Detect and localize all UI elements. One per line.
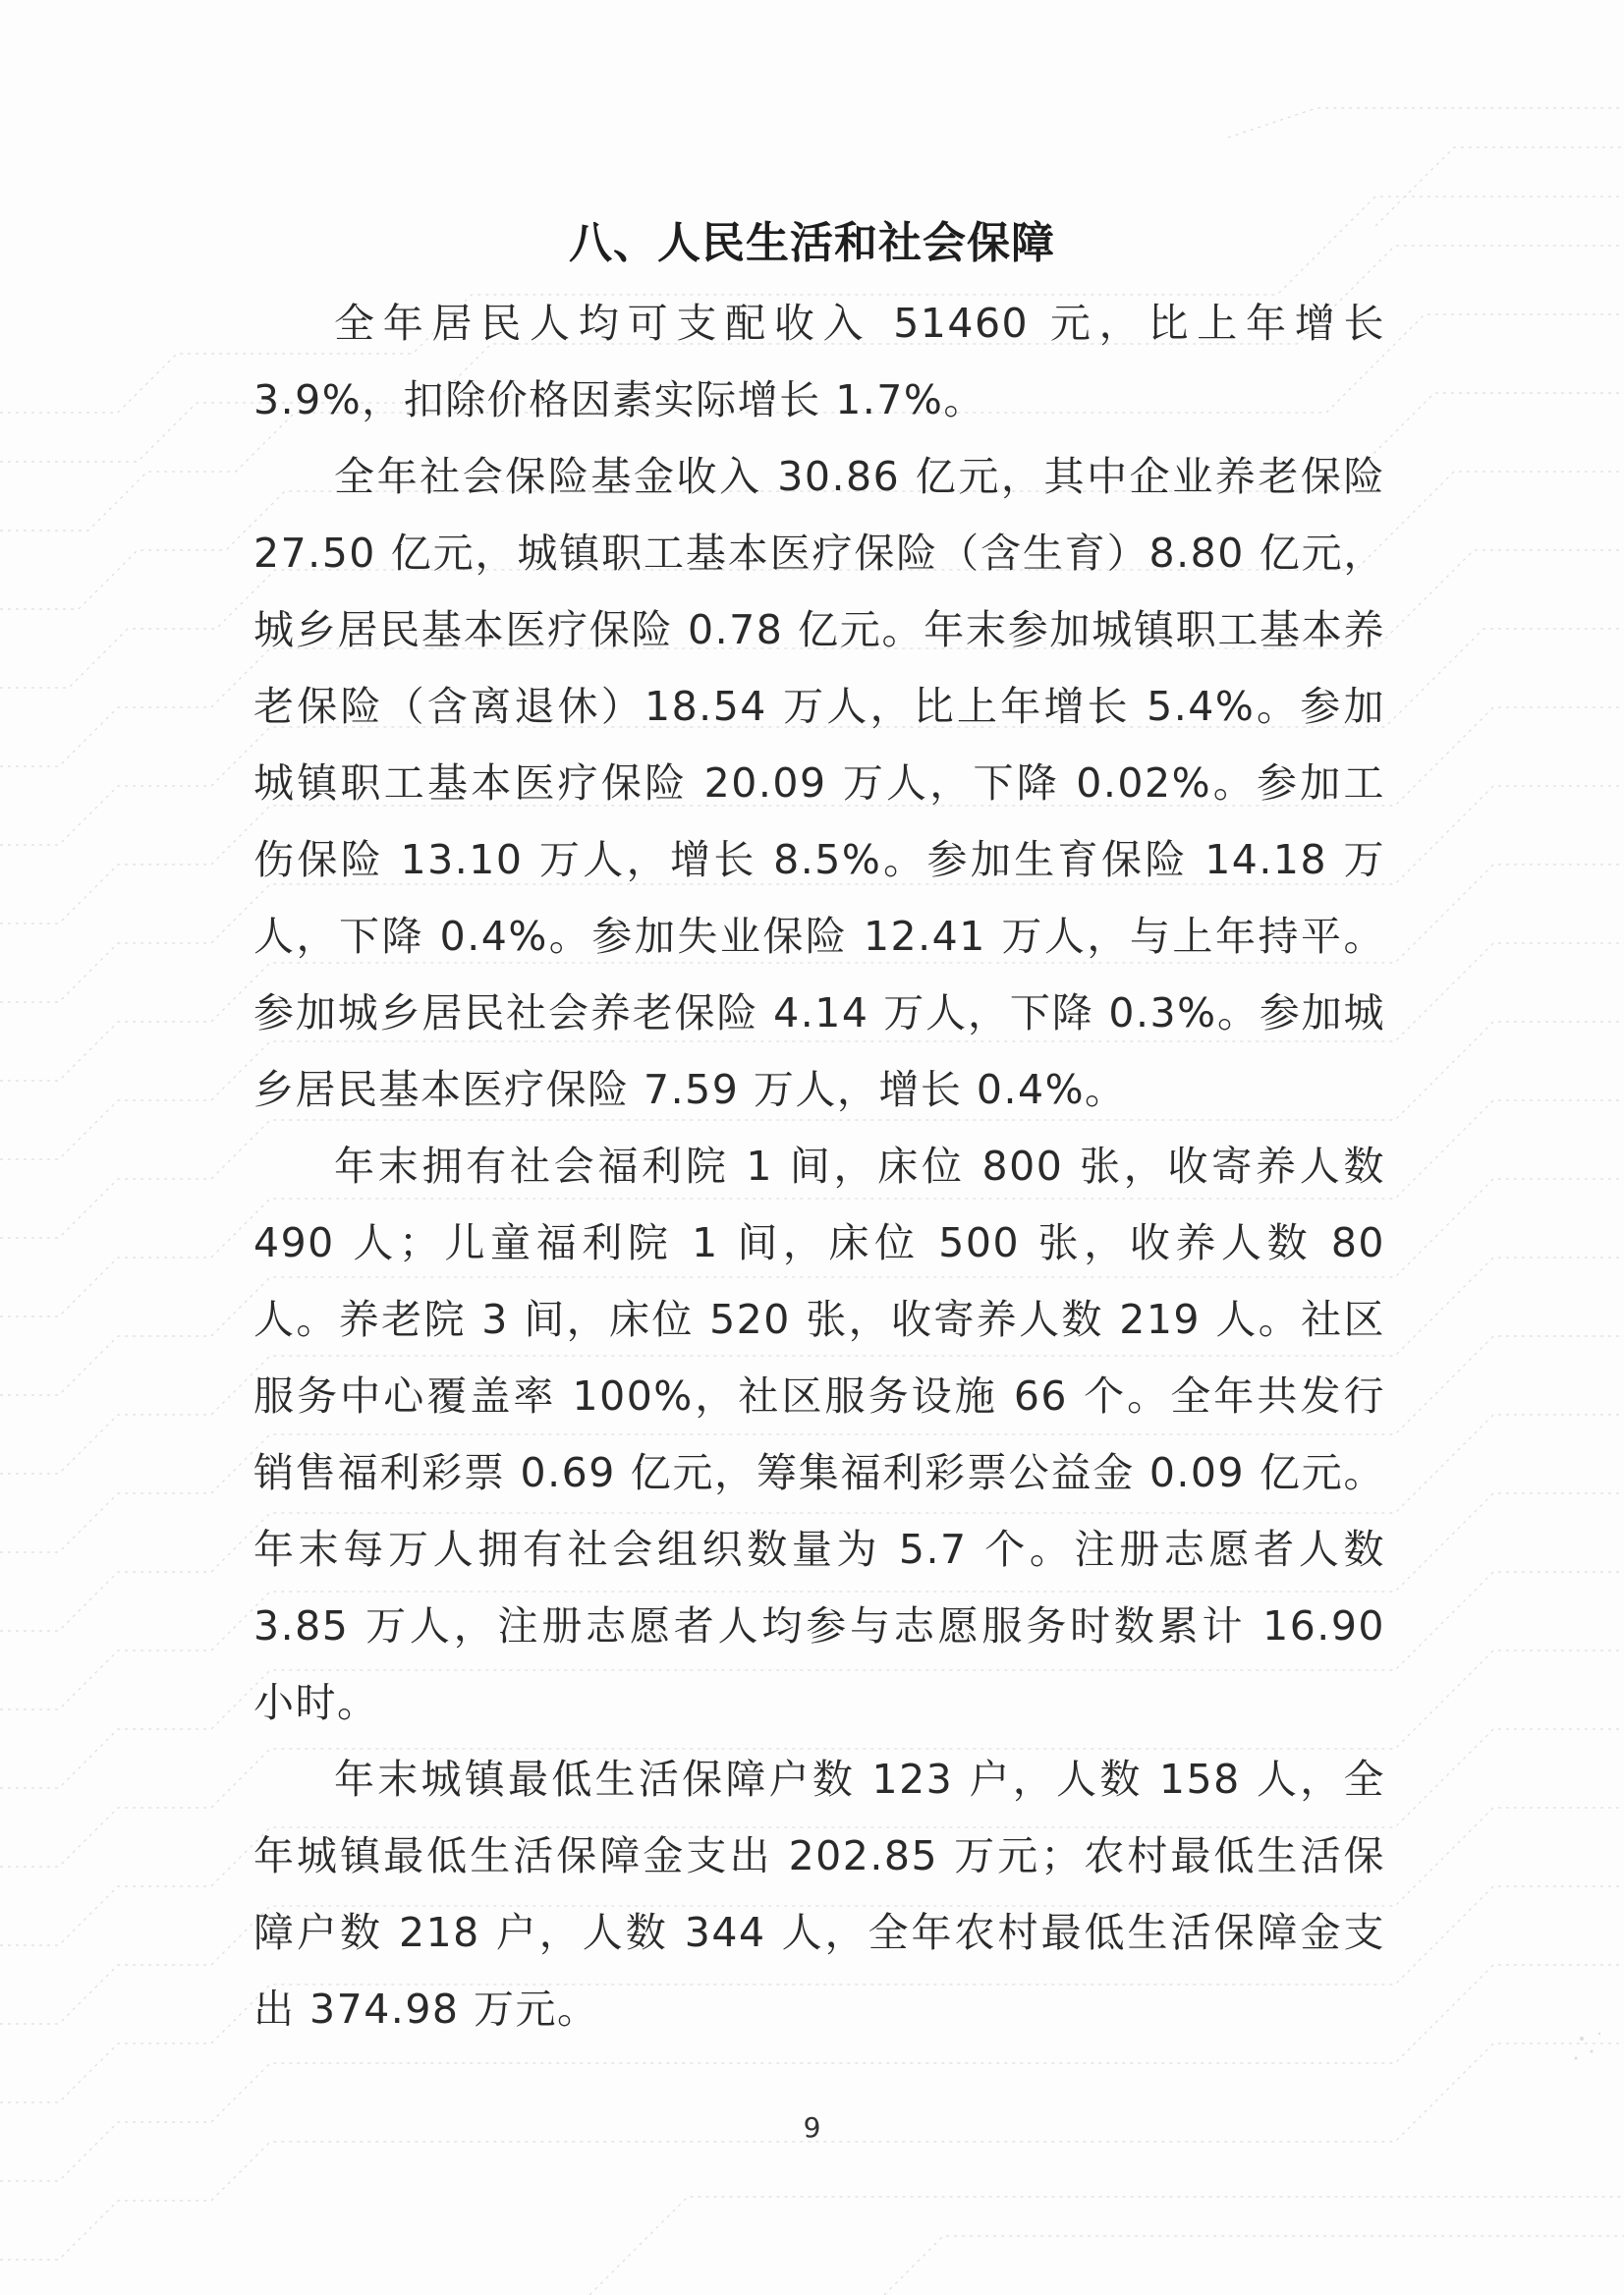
paragraph-welfare-institutions: 年末拥有社会福利院 1 间，床位 800 张，收寄养人数 490 人；儿童福利院 1 间，床位 500 张，收养人数 80 人。养老院 3 间，床位 520 张，收寄养人数 219 人。社区服务中心覆盖率 100%，社区服务设施 66 个。全年共发行销售福利彩票 0.69 亿元，筹集福利彩票公益金 0.09 亿元。年末每万人拥有社会组织数量为 5.7 个。注册志愿者人数 3.85 万人，注册志愿者人均参与志愿服务时数累计 16.90 小时。 — [253, 1143, 1385, 1726]
page-number: 9 — [803, 2111, 821, 2144]
section-heading: 八、人民生活和社会保障 — [569, 218, 1055, 268]
body-text — [253, 285, 1385, 2047]
paragraph-income: 全年居民人均可支配收入 51460 元，比上年增长 3.9%，扣除价格因素实际增长 1.7%。 — [253, 300, 1385, 423]
paragraph-minimum-living-security: 年末城镇最低生活保障户数 123 户，人数 158 人，全年城镇最低生活保障金支出 202.85 万元；农村最低生活保障户数 218 户，人数 344 人，全年农村最低生活保障金支出 374.98 万元。 — [253, 1756, 1385, 2033]
paragraph-social-insurance: 全年社会保险基金收入 30.86 亿元，其中企业养老保险 27.50 亿元，城镇职工基本医疗保险（含生育）8.80 亿元，城乡居民基本医疗保险 0.78 亿元。年末参加城镇职工基本养老保险（含离退休）18.54 万人，比上年增长 5.4%。参加城镇职工基本医疗保险 20.09 万人，下降 0.02%。参加工伤保险 13.10 万人，增长 8.5%。参加生育保险 14.18 万人，下降 0.4%。参加失业保险 12.41 万人，与上年持平。参加城乡居民社会养老保险 4.14 万人，下降 0.3%。参加城乡居民基本医疗保险 7.59 万人，增长 0.4%。 — [253, 453, 1385, 1113]
